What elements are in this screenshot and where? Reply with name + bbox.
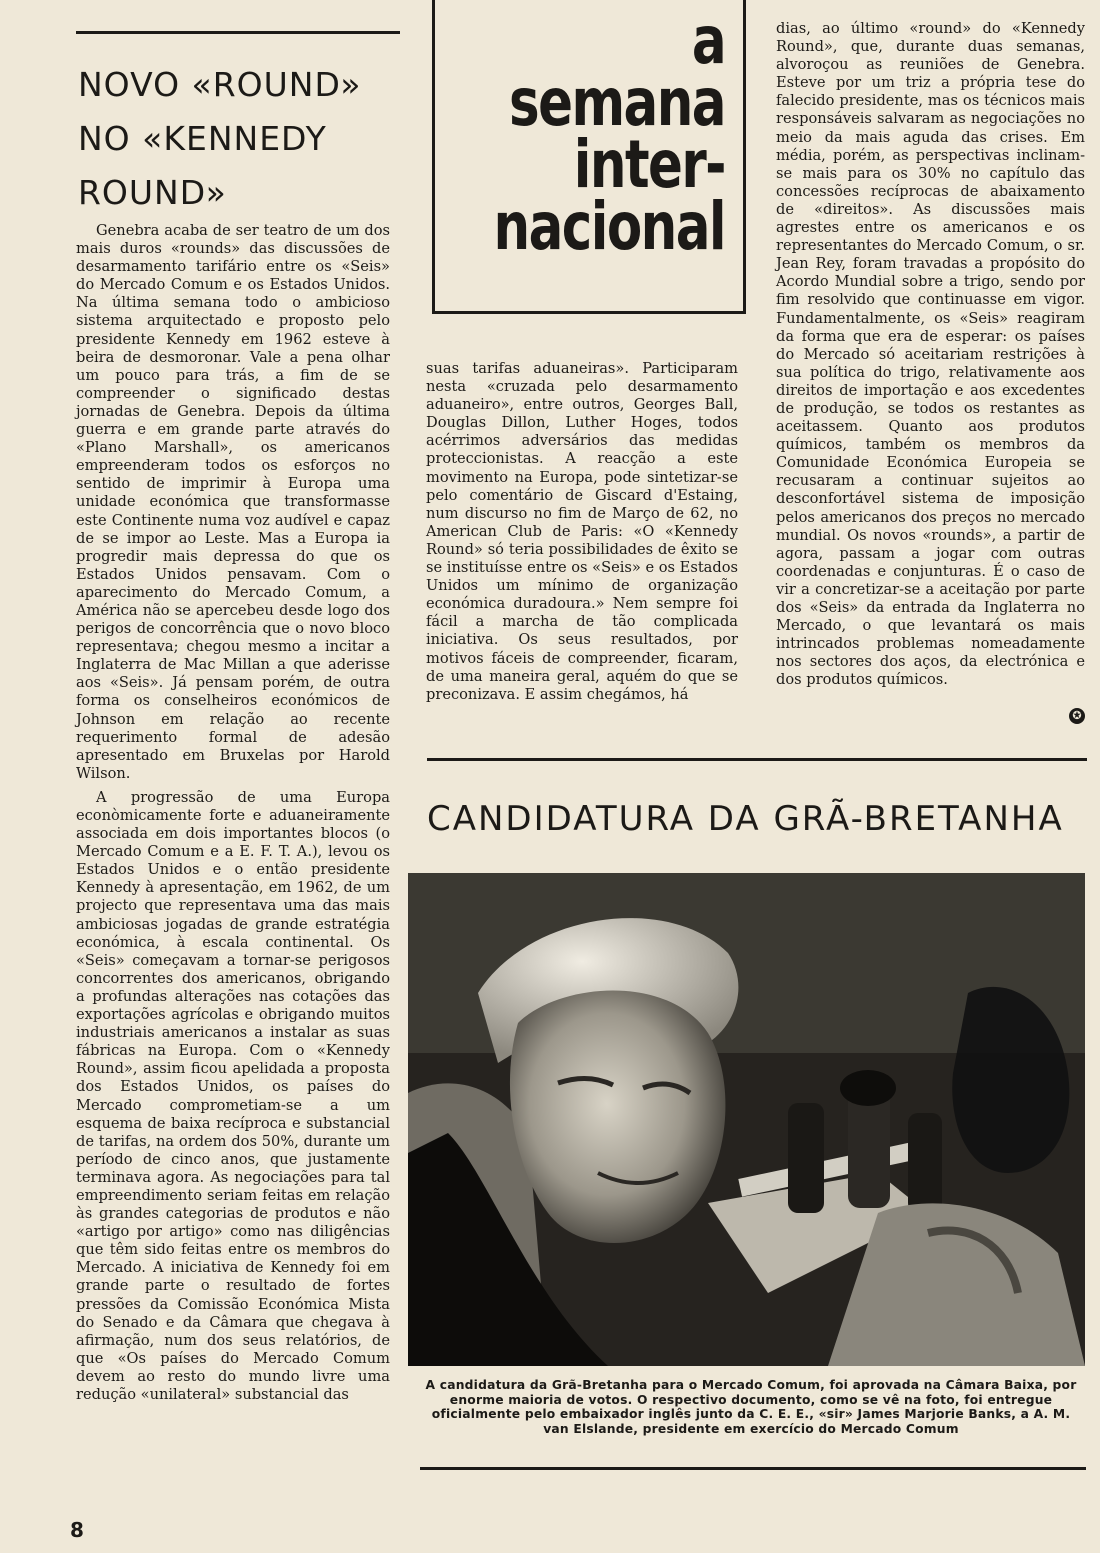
bottom-rule bbox=[420, 1467, 1086, 1470]
sidebar-heading: CANDIDATURA DA GRÃ-BRETANHA bbox=[427, 799, 1064, 839]
top-rule-left bbox=[76, 31, 400, 34]
article-paragraph: suas tarifas aduaneiras». Participaram nesta «cruzada pelo desarmamento aduaneiro», entre outros, Georges Ball, Douglas Dillon, Luther Hoges, todos acérrimos adversários das medidas proteccionistas. A reacção a este movimento na Europa, pode sintetizar-se pelo comentário de Giscard d'Estaing, num discurso no fim de Março de 62, no American Club de Paris: «O «Kennedy Round» só teria possibilidades de êxito se se instituísse entre os «Seis» e os Estados Unidos um mínimo de organização económica duradoura.» Nem sempre foi fácil a marcha de tão complicada iniciativa. Os seus resultados, por motivos fáceis de compreender, ficaram, de uma maneira geral, aquém do que se preconizava. E assim chegámos, há bbox=[426, 360, 738, 703]
article-paragraph: dias, ao último «round» do «Kennedy Round», que, durante duas semanas, alvoroçou as reuniões de Genebra. Esteve por um triz a própria tese do falecido presidente, mas os técnicos mais responsáveis salvaram as negociações no meio da mais aguda das crises. Em média, porém, as perspectivas inclinam-se mais para os 30% no capítulo das concessões recíprocas de abaixamento de «direitos». As discussões mais agrestes entre os americanos e os representantes do Mercado Comum, o sr. Jean Rey, foram travadas a propósito do Acordo Mundial sobre a trigo, sendo por fim resolvido que continuasse em vigor. Fundamentalmente, os «Seis» reagiram da forma que era de esperar: os países do Mercado só aceitariam restrições à sua política do trigo, relativamente aos direitos de importação e aos excedentes de produção, se todos os restantes as aceitassem. Quanto aos produtos químicos, também os membros da Comunidade Económica Europeia se recusaram a continuar sujeitos ao desconfortável sistema de imposição pelos americanos dos preços no mercado mundial. Os novos «rounds», a partir de agora, passam a jogar com outras coordenadas e conjunturas. É o caso de vir a concretizar-se a aceitação por parte dos «Seis» da entrada da Inglaterra no Mercado, o que levantará os mais intrincados problemas nomeadamente nos sectores dos aços, da electrónica e dos produtos químicos. bbox=[776, 20, 1085, 689]
section-divider bbox=[427, 758, 1087, 761]
article-paragraph: A progressão de uma Europa econòmicamente forte e aduaneiramente associada em dois importantes blocos (o Mercado Comum e a E. F. T. A.), levou os Estados Unidos e o então presidente Kennedy à apresentação, em 1962, de um projecto que representava uma das mais ambiciosas jogadas de grande estratégia económica, à escala continental. Os «Seis» começavam a tornar-se perigosos concorrentes dos americanos, obrigando a profundas alterações nas cotações das exportações agrícolas e obrigando muitos industriais americanos a instalar as suas fábricas na Europa. Com o «Kennedy Round», assim ficou apelidada a proposta dos Estados Unidos, os países do Mercado comprometiam-se a um esquema de baixa recíproca e substancial de tarifas, na ordem dos 50%, durante um período de cinco anos, que justamente terminava agora. As negociações para tal empreendimento seriam feitas em relação às grandes categorias de produtos e não «artigo por artigo» como nas diligências que têm sido feitas entre os membros do Mercado. A iniciativa de Kennedy foi em grande parte o resultado de fortes pressões da Comissão Económica Mista do Senado e da Câmara que chegava à afirmação, num dos seus relatórios, de que «Os países do Mercado Comum devem ao resto do mundo livre uma redução «unilateral» substancial das bbox=[76, 788, 390, 1403]
article-column-3 bbox=[776, 20, 1085, 689]
photo-illustration bbox=[408, 873, 1085, 1366]
news-photo bbox=[408, 873, 1085, 1366]
page-number: 8 bbox=[70, 1518, 84, 1542]
article-column-1 bbox=[76, 222, 390, 1404]
article-title: NOVO «ROUND» NO «KENNEDY ROUND» bbox=[78, 65, 362, 212]
article-column-2 bbox=[426, 360, 738, 704]
photo-caption: A candidatura da Grã-Bretanha para o Mercado Comum, foi aprovada na Câmara Baixa, por enorme maioria de votos. O respectivo documento, como se vê na foto, foi entregue oficialmente pelo embaixador inglês junto da C. E. E., «sir» James Marjorie Banks, a A. M. van Elslande, presidente em exercício do Mercado Comum bbox=[425, 1378, 1077, 1436]
article-paragraph: Genebra acaba de ser teatro de um dos mais duros «rounds» das discussões de desarmamento tarifário entre os «Seis» do Mercado Comum e os Estados Unidos. Na última semana todo o ambicioso sistema arquitectado e proposto pelo presidente Kennedy em 1962 esteve à beira de desmoronar. Vale a pena olhar um pouco para trás, a fim de se compreender o significado destas jornadas de Genebra. Depois da última guerra e em grande parte através do «Plano Marshall», os americanos empreenderam todos os esforços no sentido de imprimir à Europa uma unidade económica que transformasse este Continente numa voz audível e capaz de se impor ao Leste. Mas a Europa ia progredir mais depressa do que os Estados Unidos pensavam. Com o aparecimento do Mercado Comum, a América não se apercebeu desde logo dos perigos de concorrência que o novo bloco representava; chegou mesmo a incitar a Inglaterra de Mac Millan a que aderisse aos «Seis». Já pensam porém, de outra forma os conselheiros económicos de Johnson em relação ao recente requerimento formal de adesão apresentado em Bruxelas por Harold Wilson. bbox=[76, 222, 390, 782]
section-banner bbox=[432, 0, 746, 314]
section-title: a semana inter- nacional bbox=[493, 2, 725, 265]
end-of-article-icon: ✪ bbox=[1069, 708, 1085, 724]
